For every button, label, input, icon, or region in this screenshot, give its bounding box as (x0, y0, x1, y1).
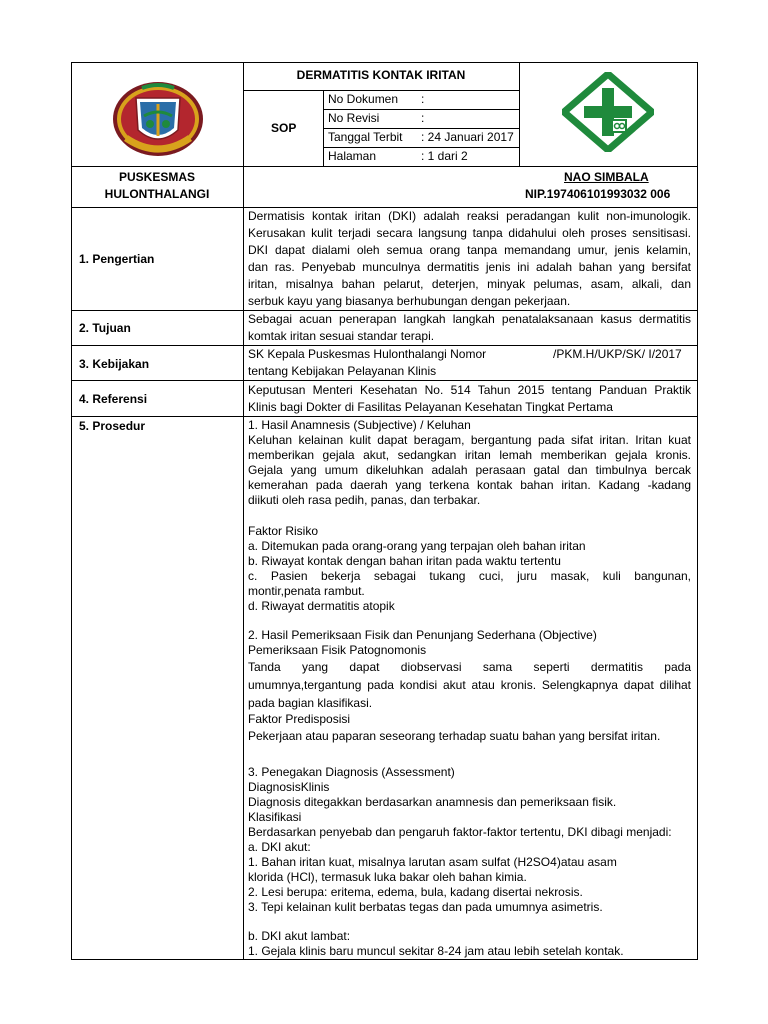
field-label-no-revisi: No Revisi (328, 111, 380, 125)
row-divider (71, 345, 698, 346)
row-divider (71, 380, 698, 381)
tujuan-line: komtak iritan sesuai standar terapi. (248, 329, 435, 343)
row-divider (71, 310, 698, 311)
prosedur-line: a. Ditemukan pada orang-orang yang terpajan oleh bahan iritan (248, 539, 586, 553)
field-value-tanggal-terbit: : 24 Januari 2017 (421, 130, 514, 144)
prosedur-line: 1. Bahan iritan kuat, misalnya larutan asam sulfat (H2SO4)atau asam (248, 855, 617, 869)
field-divider (323, 147, 519, 148)
field-divider (323, 109, 519, 110)
referensi-line: Klinis bagi Dokter di Fasilitas Pelayanan Kesehatan Tingkat Pertama (248, 400, 613, 414)
prosedur-line: 1. Gejala klinis baru muncul sekitar 8-24 jam atau lebih setelah kontak. (248, 944, 624, 958)
prosedur-line: b. Riwayat kontak dengan bahan iritan pada waktu tertentu (248, 554, 561, 568)
city-crest-logo (112, 80, 204, 158)
column-divider (519, 62, 520, 167)
field-value-halaman: : 1 dari 2 (421, 149, 468, 163)
prosedur-line: klorida (HCl), termasuk luka bakar oleh bahan kimia. (248, 870, 527, 884)
prosedur-heading: 2. Hasil Pemeriksaan Fisik dan Penunjang Sederhana (Objective) (248, 628, 597, 642)
field-value-no-dokumen: : (421, 92, 425, 106)
kebijakan-sk-number: /PKM.H/UKP/SK/ I/2017 (553, 347, 682, 361)
pengertian-line: serbuk kayu yang biasanya berhubungan dengan pekerjaan. (248, 294, 571, 308)
pengertian-line: dan ras. Penyebab munculnya dermatitis jenis ini adalah bahan yang bersifat (248, 260, 691, 274)
prosedur-subheading: Klasifikasi (248, 810, 302, 824)
prosedur-subheading: Faktor Predisposisi (248, 712, 351, 726)
prosedur-line: 3. Tepi kelainan kulit berbatas tegas dan pada umumnya asimetris. (248, 900, 603, 914)
prosedur-line: diikuti oleh rasa pedih, panas, dan terbakar. (248, 493, 481, 507)
kebijakan-line: tentang Kebijakan Pelayanan Klinis (248, 364, 437, 378)
table-border-bottom (71, 959, 698, 960)
sop-label: SOP (271, 121, 297, 135)
row-label-tujuan: 2. Tujuan (79, 321, 131, 335)
prosedur-line: memberikan gejala akut, sedangkan iritan lemah memberikan gejala kronis. (248, 448, 691, 462)
pengertian-line: Dermatisis kontak iritan (DKI) adalah reaksi peradangan kulit non-imunologik. (248, 209, 691, 223)
prosedur-line: c. Pasien bekerja sebagai tukang cuci, juru masak, kuli bangunan, (248, 569, 691, 583)
row-label-prosedur: 5. Prosedur (79, 419, 146, 433)
referensi-line: Keputusan Menteri Kesehatan No. 514 Tahun 2015 tentang Panduan Praktik (248, 383, 691, 397)
row-divider (71, 416, 698, 417)
org-name-line1: PUSKESMAS (118, 170, 195, 184)
prosedur-line: a. DKI akut: (248, 840, 311, 854)
field-label-halaman: Halaman (328, 149, 377, 163)
prosedur-line: pada bagian klasifikasi. (248, 696, 373, 710)
prosedur-line: montir,penata rambut. (248, 584, 365, 598)
pengertian-line: iritan, misalnya bahan pelarut, deterjen, minyak pelumas, asam, alkali, dan (248, 277, 691, 291)
prosedur-line: b. DKI akut lambat: (248, 929, 351, 943)
pengertian-line: Kerusakan kulit terjadi secara langsung tanpa didahului oleh proses sensitisasi. (248, 226, 691, 240)
column-divider (243, 62, 244, 960)
signer-name: NAO SIMBALA (564, 170, 649, 184)
title-divider (243, 90, 519, 91)
document-title: DERMATITIS KONTAK IRITAN (296, 68, 466, 82)
field-divider (323, 128, 519, 129)
prosedur-line: Gejala yang umum dikeluhkan adalah perasaan gatal dan timbulnya bercak (248, 463, 691, 477)
row-label-pengertian: 1. Pengertian (79, 252, 155, 266)
kebijakan-line: SK Kepala Puskesmas Hulonthalangi Nomor (248, 347, 487, 361)
tujuan-line: Sebagai acuan penerapan langkah langkah penatalaksanaan kasus dermatitis (248, 312, 691, 326)
field-value-no-revisi: : (421, 111, 425, 125)
prosedur-subheading: Pemeriksaan Fisik Patognomonis (248, 643, 427, 657)
table-border-right (697, 62, 698, 960)
pengertian-line: DKI dapat dialami oleh semua orang tanpa memandang umur, jenis kelamin, (248, 243, 691, 257)
prosedur-line: Diagnosis ditegakkan berdasarkan anamnesis dan pemeriksaan fisik. (248, 795, 617, 809)
row-label-kebijakan: 3. Kebijakan (79, 357, 150, 371)
puskesmas-cross-logo (562, 72, 654, 152)
prosedur-heading: 1. Hasil Anamnesis (Subjective) / Keluhan (248, 418, 471, 432)
prosedur-line: Tanda yang dapat diobservasi sama seperti dermatitis pada (248, 660, 691, 674)
prosedur-line: Berdasarkan penyebab dan pengaruh faktor-faktor tertentu, DKI dibagi menjadi: (248, 825, 672, 839)
prosedur-subheading: Faktor Risiko (248, 524, 319, 538)
signer-nip: NIP.197406101993032 006 (525, 187, 671, 201)
table-border-top (71, 62, 698, 63)
prosedur-line: umumnya,tergantung pada kondisi akut atau kronis. Selengkapnya dapat dilihat (248, 678, 691, 692)
column-divider (323, 90, 324, 167)
prosedur-line: d. Riwayat dermatitis atopik (248, 599, 395, 613)
prosedur-line: kemerahan pada daerah yang terkena kontak bahan iritan. Kadang -kadang (248, 478, 691, 492)
row-label-referensi: 4. Referensi (79, 392, 148, 406)
field-label-no-dokumen: No Dokumen (328, 92, 399, 106)
prosedur-line: Pekerjaan atau paparan seseorang terhadap suatu bahan yang bersifat iritan. (248, 729, 661, 743)
row-divider (71, 207, 698, 208)
prosedur-line: 2. Lesi berupa: eritema, edema, bula, kadang disertai nekrosis. (248, 885, 583, 899)
field-label-tanggal-terbit: Tanggal Terbit (328, 130, 403, 144)
row-divider (71, 166, 698, 167)
prosedur-subheading: DiagnosisKlinis (248, 780, 330, 794)
prosedur-line: Keluhan kelainan kulit dapat beragam, bergantung pada sifat iritan. Iritan kuat (248, 433, 691, 447)
org-name-line2: HULONTHALANGI (104, 187, 210, 201)
prosedur-heading: 3. Penegakan Diagnosis (Assessment) (248, 765, 455, 779)
